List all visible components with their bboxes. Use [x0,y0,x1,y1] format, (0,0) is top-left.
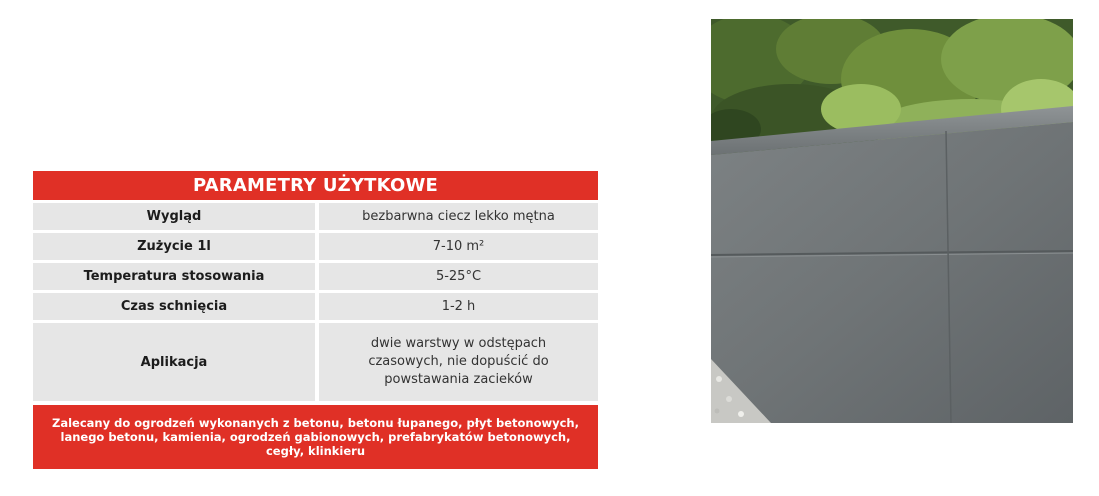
parameters-table [33,171,598,469]
recommendation-banner: Zalecany do ogrodzeń wykonanych z betonu, betonu łupanego, płyt betonowych, lanego betonu, kamienia, ogrodzeń gabionowych, prefabrykatów betonowych, cegły, klinkieru [33,405,598,469]
concrete-fence-photo [711,19,1073,423]
table-row [33,263,598,290]
row-value: 5-25°C [319,263,598,290]
row-label: Wygląd [33,203,315,230]
table-row [33,323,598,401]
table-title: PARAMETRY UŻYTKOWE [33,171,598,200]
row-label: Temperatura stosowania [33,263,315,290]
row-value: bezbarwna ciecz lekko mętna [319,203,598,230]
table-row [33,233,598,260]
row-value: dwie warstwy w odstępach czasowych, nie dopuścić do powstawania zacieków [319,323,598,401]
table-row [33,293,598,320]
row-value: 7-10 m² [319,233,598,260]
row-label: Czas schnięcia [33,293,315,320]
table-row [33,203,598,230]
row-label: Aplikacja [33,323,315,401]
row-value: 1-2 h [319,293,598,320]
row-label: Zużycie 1l [33,233,315,260]
